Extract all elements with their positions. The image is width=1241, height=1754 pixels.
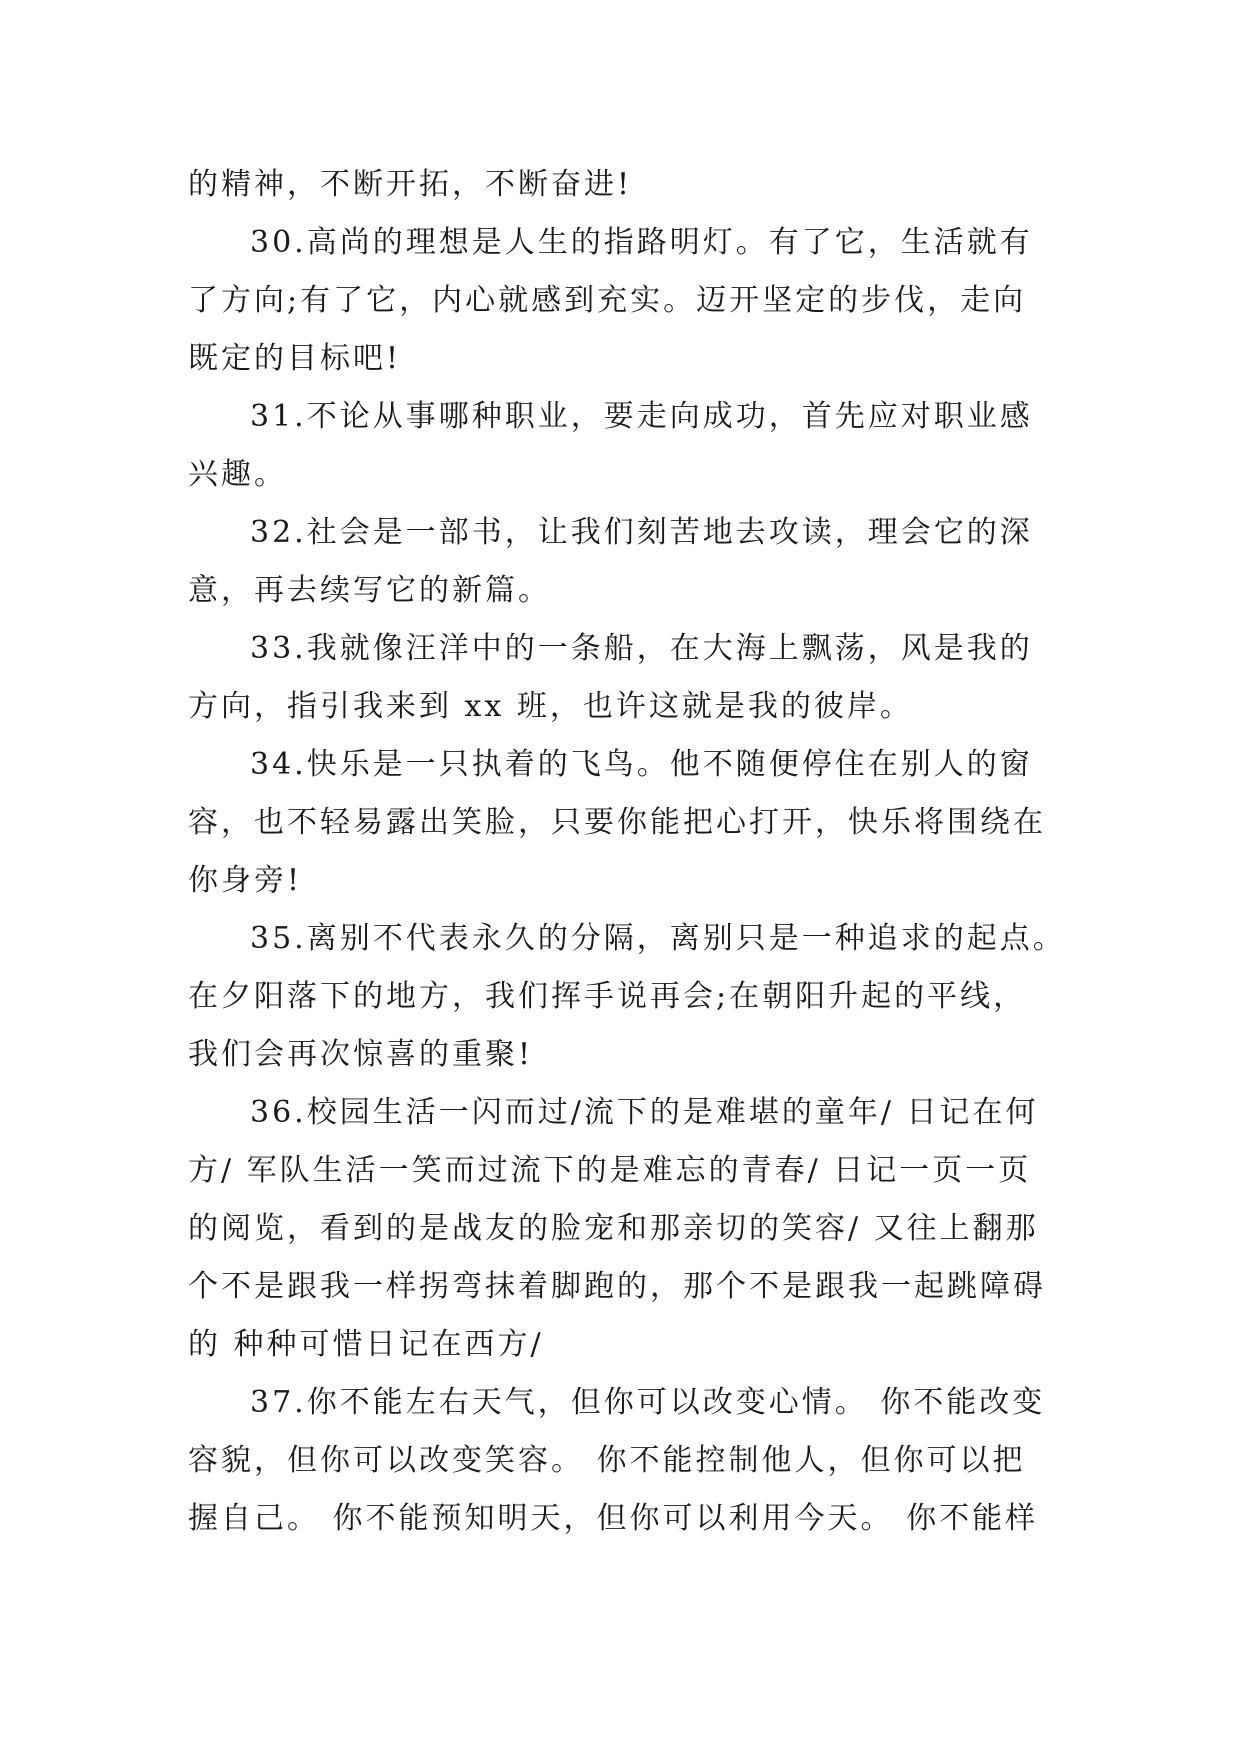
text-line: 你身旁!: [188, 863, 303, 898]
paragraph-start-30: 30.高尚的理想是人生的指路明灯。有了它，生活就有: [250, 225, 1033, 260]
text-line: 容，也不轻易露出笑脸，只要你能把心打开，快乐将围绕在: [188, 805, 1046, 840]
paragraph-start-36: 36.校园生活一闪而过/流下的是难堪的童年/ 日记在何: [250, 1095, 1039, 1130]
text-line: 的精神，不断开拓，不断奋进!: [188, 167, 633, 202]
text-line: 我们会再次惊喜的重聚!: [188, 1037, 534, 1072]
text-line: 意，再去续写它的新篇。: [188, 573, 551, 608]
paragraph-start-32: 32.社会是一部书，让我们刻苦地去攻读，理会它的深: [250, 515, 1033, 550]
text-line: 握自己。 你不能预知明天，但你可以利用今天。 你不能样: [188, 1501, 1039, 1536]
paragraph-start-34: 34.快乐是一只执着的飞鸟。他不随便停住在别人的窗: [250, 747, 1033, 782]
text-line: 个不是跟我一样拐弯抹着脚跑的，那个不是跟我一起跳障碍: [188, 1269, 1046, 1304]
text-line: 兴趣。: [188, 457, 287, 492]
text-line: 的 种种可惜日记在西方/: [188, 1327, 544, 1362]
paragraph-start-33: 33.我就像汪洋中的一条船，在大海上飘荡，风是我的: [250, 631, 1033, 666]
text-line: 方/ 军队生活一笑而过流下的是难忘的青春/ 日记一页一页: [188, 1153, 1032, 1188]
text-line: 了方向;有了它，内心就感到充实。迈开坚定的步伐，走向: [188, 283, 1027, 318]
document-body: [188, 156, 1068, 1548]
paragraph-start-35: 35.离别不代表永久的分隔，离别只是一种追求的起点。: [250, 921, 1066, 956]
text-line: 既定的目标吧!: [188, 341, 402, 376]
paragraph-start-31: 31.不论从事哪种职业，要走向成功，首先应对职业感: [250, 399, 1033, 434]
text-line: 在夕阳落下的地方，我们挥手说再会;在朝阳升起的平线，: [188, 979, 1027, 1014]
text-line: 容貌，但你可以改变笑容。 你不能控制他人，但你可以把: [188, 1443, 1026, 1478]
text-line: 的阅览，看到的是战友的脸宠和那亲切的笑容/ 又往上翻那: [188, 1211, 1039, 1246]
paragraph-start-37: 37.你不能左右天气，但你可以改变心情。 你不能改变: [250, 1385, 1046, 1420]
text-line: 方向，指引我来到 xx 班，也许这就是我的彼岸。: [188, 689, 913, 724]
